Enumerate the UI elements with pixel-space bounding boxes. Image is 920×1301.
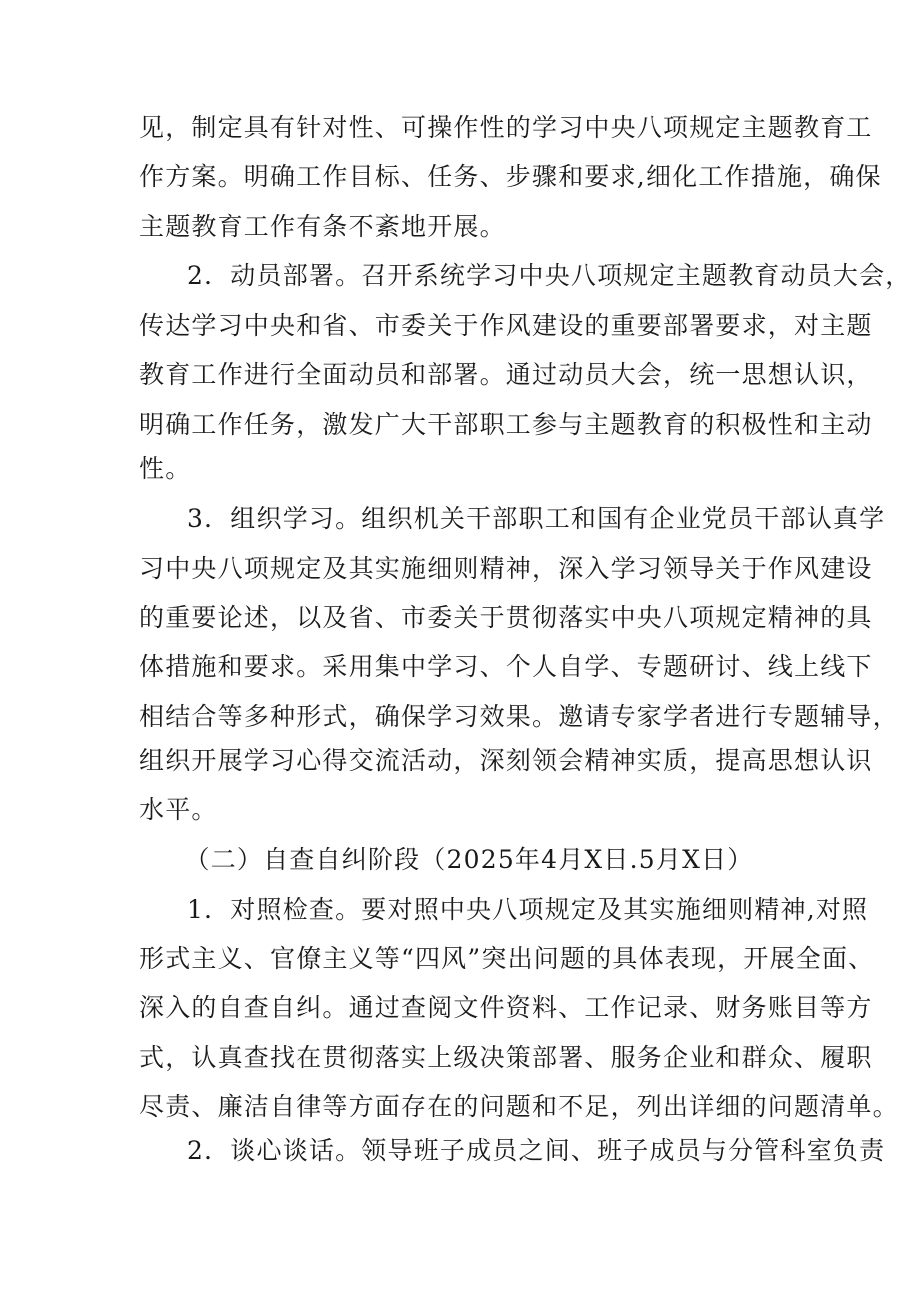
body-text-line: 见，制定具有针对性、可操作性的学习中央八项规定主题教育工 — [139, 113, 873, 142]
paragraph-first-line: 2．动员部署。召开系统学习中央八项规定主题教育动员大会， — [187, 261, 912, 290]
body-text-line: 深入的自查自纠。通过查阅文件资料、工作记录、财务账目等方 — [139, 993, 873, 1022]
paragraph-first-line: 1．对照检查。要对照中央八项规定及其实施细则精神,对照 — [187, 895, 869, 924]
body-text-line: 的重要论述，以及省、市委关于贯彻落实中央八项规定精神的具 — [139, 603, 873, 632]
body-text-line: 作方案。明确工作目标、任务、步骤和要求,细化工作措施，确保 — [139, 162, 882, 191]
section-heading: （二）自查自纠阶段（2025年4月X日.5月X日） — [184, 845, 754, 874]
body-text-line: 水平。 — [139, 795, 218, 824]
body-text-line: 形式主义、官僚主义等“四风”突出问题的具体表现，开展全面、 — [139, 944, 875, 973]
paragraph-first-line: 3．组织学习。组织机关干部职工和国有企业党员干部认真学 — [187, 504, 886, 533]
body-text-line: 组织开展学习心得交流活动，深刻领会精神实质，提高思想认识 — [139, 746, 873, 775]
paragraph-first-line: 2．谈心谈话。领导班子成员之间、班子成员与分管科室负责 — [187, 1136, 886, 1165]
body-text-line: 体措施和要求。采用集中学习、个人自学、专题研讨、线上线下 — [139, 652, 873, 681]
body-text-line: 尽责、廉洁自律等方面存在的问题和不足，列出详细的问题清单。 — [139, 1092, 899, 1121]
body-text-line: 习中央八项规定及其实施细则精神，深入学习领导关于作风建设 — [139, 554, 873, 583]
body-text-line: 教育工作进行全面动员和部署。通过动员大会，统一思想认识， — [139, 360, 873, 389]
body-text-line: 性。 — [139, 454, 192, 483]
body-text-line: 主题教育工作有条不紊地开展。 — [139, 212, 506, 241]
body-text-line: 相结合等多种形式，确保学习效果。邀请专家学者进行专题辅导， — [139, 702, 899, 731]
body-text-line: 传达学习中央和省、市委关于作风建设的重要部署要求，对主题 — [139, 311, 873, 340]
body-text-line: 式，认真查找在贯彻落实上级决策部署、服务企业和群众、履职 — [139, 1043, 873, 1072]
body-text-line: 明确工作任务，激发广大干部职工参与主题教育的积极性和主动 — [139, 410, 873, 439]
